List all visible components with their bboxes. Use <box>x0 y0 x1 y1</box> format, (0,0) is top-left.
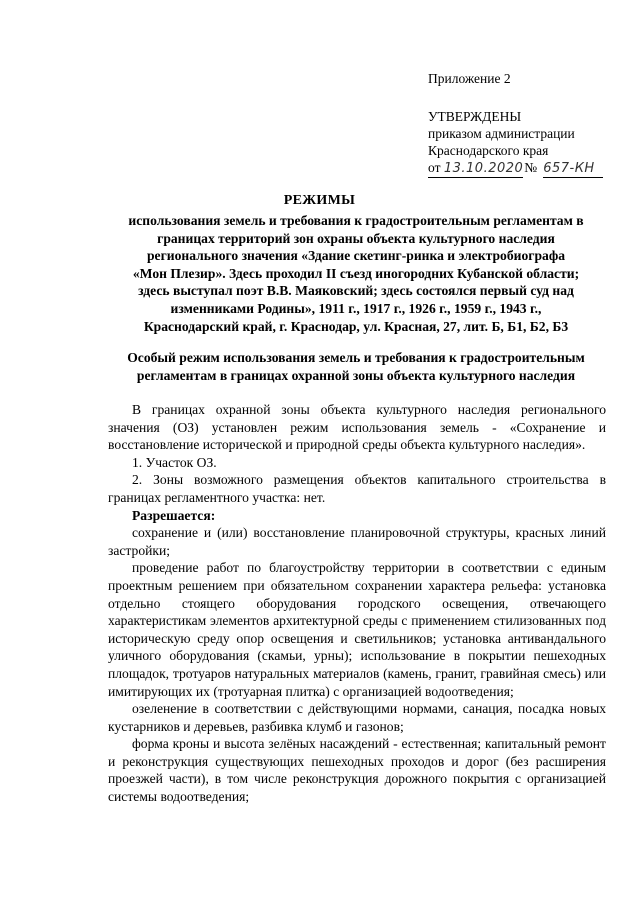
title-line: границах территорий зон охраны объекта культурного наследия <box>157 230 555 246</box>
list-item-1: 1. Участок ОЗ. <box>132 454 217 470</box>
section-heading-line: регламентам в границах охранной зоны объекта культурного наследия <box>136 367 576 383</box>
order-date-line <box>428 159 628 178</box>
title-line: здесь выступал поэт В.В. Маяковский; здесь состоялся первый суд над <box>138 283 574 299</box>
title-line: Краснодарский край, г. Краснодар, ул. Красная, 27, лит. Б, Б1, Б2, Б3 <box>143 318 569 334</box>
approved-label: УТВЕРЖДЕНЫ <box>428 109 522 124</box>
title-line: «Мон Плезир». Здесь проходил II съезд иногородних Кубанской области; <box>132 265 580 281</box>
order-number-sign: № <box>524 160 538 175</box>
intro-paragraph: В границах охранной зоны объекта культурного наследия регионального значения (ОЗ) установлен режим использования земель - «Сохранение и восстановление исторической и природной среды объекта культурного наследия». <box>108 402 606 453</box>
order-number: 657-КН <box>543 160 603 178</box>
document-title: РЕЖИМЫ <box>283 193 356 208</box>
list-item-2: 2. Зоны возможного размещения объектов капитального строительства в границах регламентного участка: нет. <box>108 472 606 505</box>
appendix-label: Приложение 2 <box>428 71 511 86</box>
title-line: изменниками Родины», 1911 г., 1917 г., 1926 г., 1959 г., 1943 г., <box>170 300 542 316</box>
order-from-label: от 13.10.2020 <box>428 160 524 176</box>
allowed-paragraph: озеленение в соответствии с действующими нормами, санация, посадка новых кустарников и деревьев, разбивка клумб и газонов; <box>108 701 606 734</box>
document-body <box>108 401 606 806</box>
allowed-paragraph: проведение работ по благоустройству территории в соответствии с единым проектным решением при обязательном сохранении характера рельефа: установка отдельно стоящего оборудования городского освещения, отвечающего характеристикам элементов архитектурной среды с применением стилизованных под историческую среду опор освещения и светильников; установка антивандального уличного оборудования (скамьи, урны); использование в покрытии пешеходных площадок, тротуаров натуральных материалов (камень, гранит, гравийная смесь) или имитирующих их (тротуарная плитка) с организацией водоотведения; <box>108 560 606 699</box>
allowed-paragraph: сохранение и (или) восстановление планировочной структуры, красных линий застройки; <box>108 525 606 558</box>
section-heading <box>96 349 616 384</box>
allowed-paragraph: форма кроны и высота зелёных насаждений - естественная; капитальный ремонт и реконструкция существующих пешеходных проходов и дорог (без расширения проезжей части), в том числе реконструкция дорожного покрытия с организацией системы водоотведения; <box>108 736 606 805</box>
title-line: использования земель и требования к градостроительным регламентам в <box>128 213 584 228</box>
approval-block <box>428 108 628 178</box>
document-title-description <box>96 212 616 335</box>
title-line: регионального значения «Здание скетинг-ринка и электробиографа <box>146 248 566 264</box>
section-heading-line: Особый режим использования земель и требования к градостроительным <box>127 350 585 365</box>
allowed-heading: Разрешается: <box>132 507 216 523</box>
order-date: 13.10.2020 <box>443 161 524 176</box>
order-line-1: приказом администрации <box>428 126 575 141</box>
order-line-2: Краснодарского края <box>428 143 549 158</box>
